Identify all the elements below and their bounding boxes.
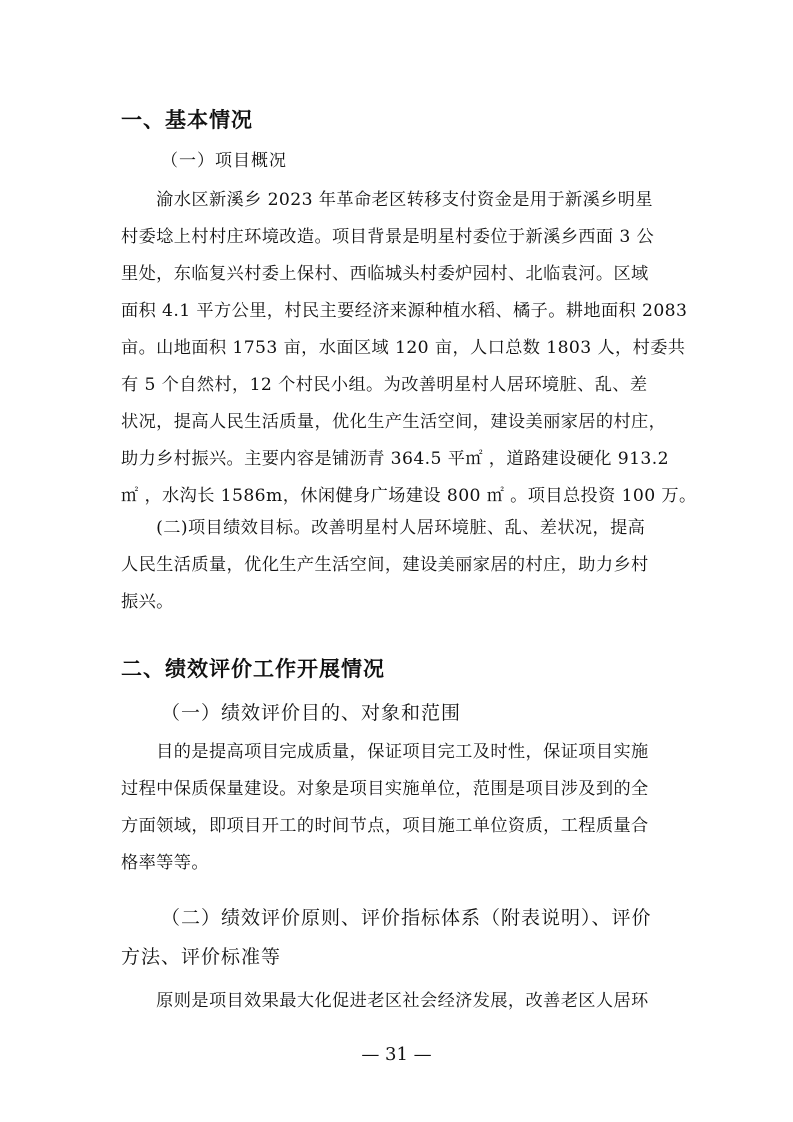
section-2-subheading-principles: （二）绩效评价原则、评价指标体系（附表说明）、评价: [161, 907, 652, 929]
text-line: 振兴。: [121, 592, 174, 612]
section-2-paragraph-principles: [121, 983, 681, 1020]
text-line: 方面领域，即项目开工的时间节点，项目施工单位资质，工程质量合: [121, 816, 649, 836]
section-1-paragraph-overview: [121, 182, 697, 515]
section-2-subheading-purpose: （一）绩效评价目的、对象和范围: [161, 702, 462, 724]
text-line: 面积 4.1 平方公里，村民主要经济来源种植水稻、橘子。耕地面积 2083: [121, 301, 688, 321]
section-1-paragraph-goals: [121, 510, 681, 621]
text-line: 村委埝上村村庄环境改造。项目背景是明星村委位于新溪乡西面 3 公: [121, 227, 655, 247]
section-2-paragraph-purpose: [121, 734, 681, 882]
text-line: ㎡ ，水沟长 1586m，休闲健身广场建设 800 ㎡ 。项目总投资 100 万。: [121, 486, 697, 506]
text-line: 人民生活质量，优化生产生活空间，建设美丽家居的村庄，助力乡村: [121, 555, 649, 575]
page-number: — 31 —: [361, 1044, 432, 1065]
text-line: 渝水区新溪乡 2023 年革命老区转移支付资金是用于新溪乡明星: [121, 190, 653, 210]
section-1-subheading-project-overview: （一）项目概况: [161, 151, 287, 171]
section-1-heading: 一、基本情况: [121, 108, 253, 132]
text-line: 格率等等。: [121, 853, 209, 873]
text-line: (二)项目绩效目标。改善明星村人居环境脏、乱、差状况，提高: [121, 518, 646, 538]
text-line: 有 5 个自然村，12 个村民小组。为改善明星村人居环境脏、乱、差: [121, 375, 648, 395]
text-line: 助力乡村振兴。主要内容是铺沥青 364.5 平㎡ ，道路建设硬化 913.2: [121, 449, 669, 469]
text-line: 原则是项目效果最大化促进老区社会经济发展，改善老区人居环: [121, 991, 649, 1011]
text-line: 目的是提高项目完成质量，保证项目完工及时性，保证项目实施: [121, 742, 649, 762]
section-2-subheading-principles-continued: 方法、评价标准等: [121, 946, 282, 968]
text-line: 里处，东临复兴村委上保村、西临城头村委炉园村、北临袁河。区域: [121, 264, 649, 284]
text-line: 亩。山地面积 1753 亩，水面区域 120 亩，人口总数 1803 人，村委共: [121, 338, 686, 358]
text-line: 过程中保质保量建设。对象是项目实施单位，范围是项目涉及到的全: [121, 779, 649, 799]
text-line: 状况，提高人民生活质量，优化生产生活空间，建设美丽家居的村庄，: [121, 412, 667, 432]
section-2-heading: 二、绩效评价工作开展情况: [121, 657, 385, 681]
